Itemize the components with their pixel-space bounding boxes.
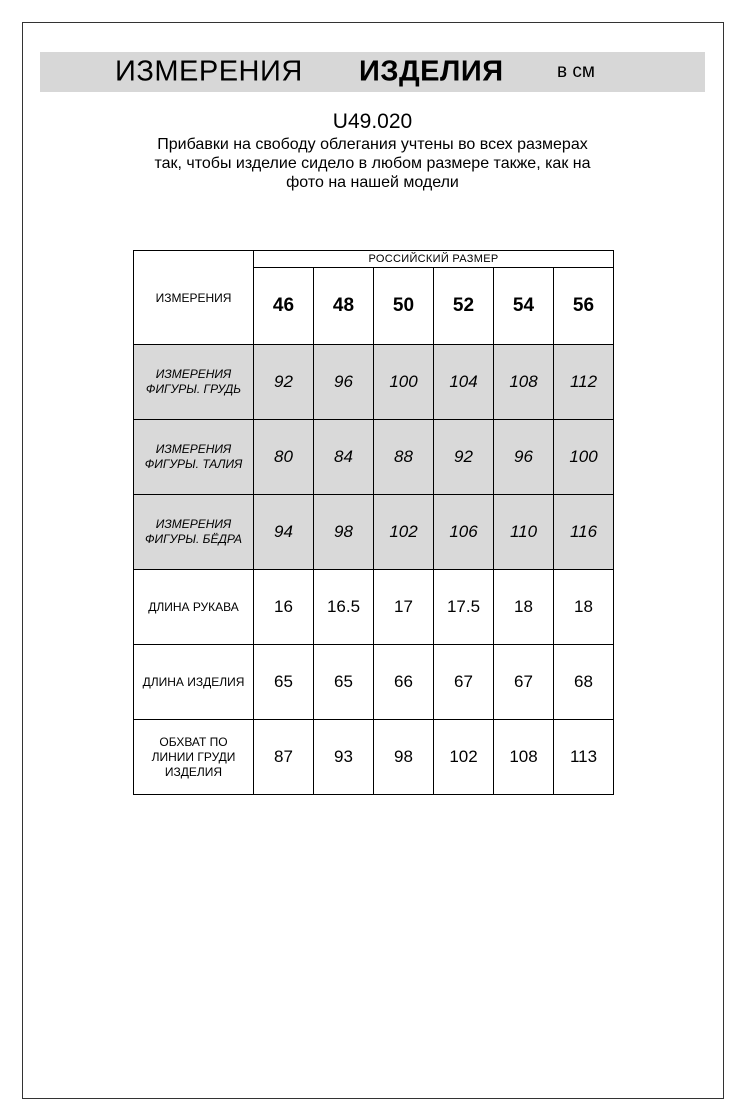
table-cell: 93: [314, 720, 374, 795]
table-cell: 67: [494, 645, 554, 720]
size-header: 46: [254, 268, 314, 345]
size-header: 50: [374, 268, 434, 345]
table-cell: 16: [254, 570, 314, 645]
table-cell: 17.5: [434, 570, 494, 645]
table-cell: 87: [254, 720, 314, 795]
table-cell: 96: [494, 420, 554, 495]
table-row: [134, 570, 614, 645]
corner-header: ИЗМЕРЕНИЯ: [134, 251, 254, 345]
table-row: [134, 495, 614, 570]
table-cell: 66: [374, 645, 434, 720]
table-row: [134, 645, 614, 720]
title-banner: [40, 52, 705, 92]
table-cell: 67: [434, 645, 494, 720]
table-row: [134, 345, 614, 420]
table-cell: 84: [314, 420, 374, 495]
table-cell: 96: [314, 345, 374, 420]
table-cell: 110: [494, 495, 554, 570]
table-cell: 113: [554, 720, 614, 795]
note-line: Прибавки на свободу облегания учтены во всех размерах: [157, 136, 588, 153]
fit-note: [0, 135, 745, 192]
size-header: 52: [434, 268, 494, 345]
note-line: так, чтобы изделие сидело в любом размере также, как на: [154, 155, 591, 172]
row-label: ДЛИНА РУКАВА: [134, 570, 254, 645]
title-part2: ИЗДЕЛИЯ: [359, 55, 504, 88]
table-cell: 106: [434, 495, 494, 570]
table-cell: 92: [434, 420, 494, 495]
size-header: 54: [494, 268, 554, 345]
table-cell: 18: [494, 570, 554, 645]
table-row: [134, 720, 614, 795]
table-cell: 112: [554, 345, 614, 420]
size-header: 56: [554, 268, 614, 345]
table-cell: 18: [554, 570, 614, 645]
table-cell: 80: [254, 420, 314, 495]
table-cell: 116: [554, 495, 614, 570]
title-part1: ИЗМЕРЕНИЯ: [115, 55, 303, 88]
size-header: 48: [314, 268, 374, 345]
table-cell: 65: [314, 645, 374, 720]
row-label: ДЛИНА ИЗДЕЛИЯ: [134, 645, 254, 720]
table-cell: 102: [434, 720, 494, 795]
table-cell: 17: [374, 570, 434, 645]
table-cell: 68: [554, 645, 614, 720]
table-cell: 100: [554, 420, 614, 495]
table-cell: 92: [254, 345, 314, 420]
table-cell: 98: [314, 495, 374, 570]
table-cell: 98: [374, 720, 434, 795]
row-label: ИЗМЕРЕНИЯ ФИГУРЫ. ГРУДЬ: [134, 345, 254, 420]
note-line: фото на нашей модели: [286, 174, 459, 191]
table-cell: 88: [374, 420, 434, 495]
row-label: ИЗМЕРЕНИЯ ФИГУРЫ. ТАЛИЯ: [134, 420, 254, 495]
table-cell: 102: [374, 495, 434, 570]
unit-label: в см: [557, 61, 595, 82]
table-cell: 65: [254, 645, 314, 720]
article-code: U49.020: [332, 110, 413, 133]
table-cell: 104: [434, 345, 494, 420]
table-cell: 16.5: [314, 570, 374, 645]
size-table: [133, 250, 614, 795]
row-label: ОБХВАТ ПО ЛИНИИ ГРУДИ ИЗДЕЛИЯ: [134, 720, 254, 795]
table-row: [134, 420, 614, 495]
table-cell: 108: [494, 720, 554, 795]
table-cell: 100: [374, 345, 434, 420]
table-cell: 108: [494, 345, 554, 420]
row-label: ИЗМЕРЕНИЯ ФИГУРЫ. БЁДРА: [134, 495, 254, 570]
table-cell: 94: [254, 495, 314, 570]
size-group-header: РОССИЙСКИЙ РАЗМЕР: [254, 251, 614, 268]
